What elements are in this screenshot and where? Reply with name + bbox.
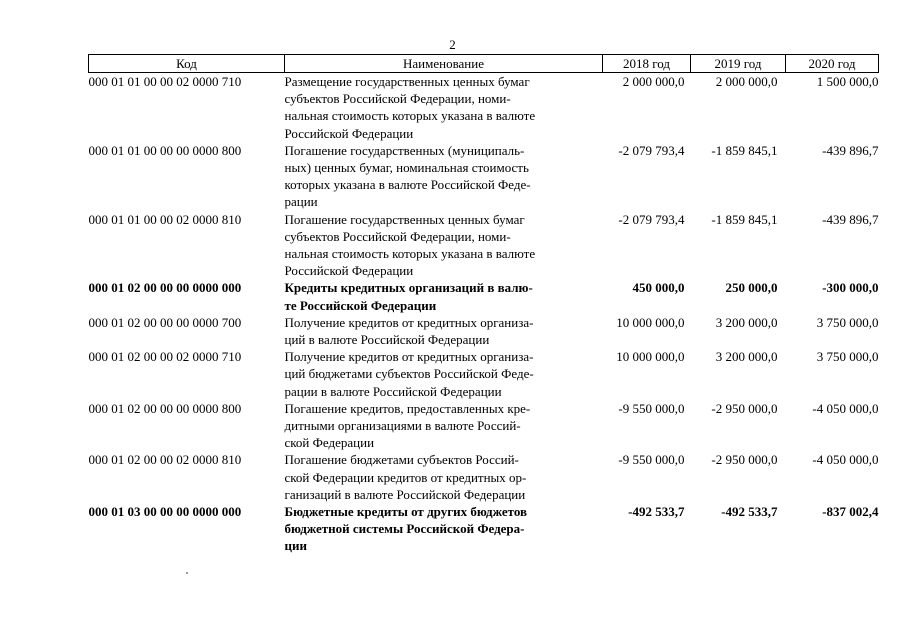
row-name-line: которых указана в валюте Российской Феде- xyxy=(284,177,531,193)
value-2018: 10 000 000,0 xyxy=(616,314,685,330)
value-2019: -1 859 845,1 xyxy=(711,211,778,227)
row-name-line: Получение кредитов от кредитных организа- xyxy=(284,349,534,365)
value-2020: -4 050 000,0 xyxy=(812,452,879,468)
column-header-name: Наименование xyxy=(285,55,603,73)
row-name-line: Погашение государственных ценных бумаг xyxy=(284,211,525,227)
row-name-line: субъектов Российской Федерации, номи- xyxy=(284,91,511,107)
row-name-line: бюджетной системы Российской Федера- xyxy=(284,521,525,537)
row-code: 000 01 02 00 00 00 0000 800 xyxy=(88,400,242,416)
table-row xyxy=(89,211,879,280)
column-header-2018: 2018 год xyxy=(603,55,691,73)
value-2020: -837 002,4 xyxy=(822,504,879,520)
table-header-row xyxy=(89,55,879,73)
table-row xyxy=(89,348,879,400)
row-name xyxy=(285,73,603,142)
value-2020: 3 750 000,0 xyxy=(816,349,879,365)
row-name-line: Размещение государственных ценных бумаг xyxy=(284,74,530,89)
value-2019: 2 000 000,0 xyxy=(715,74,778,89)
row-name-line: субъектов Российской Федерации, номи- xyxy=(284,228,511,244)
row-code: 000 01 02 00 00 02 0000 710 xyxy=(88,349,242,365)
value-2020: -4 050 000,0 xyxy=(812,400,879,416)
row-name xyxy=(285,314,603,348)
row-name-line: Погашение бюджетами субъектов Россий- xyxy=(284,452,519,468)
value-2020: 1 500 000,0 xyxy=(816,74,879,89)
row-name-line: рации xyxy=(284,194,318,210)
value-2018: -2 079 793,4 xyxy=(618,211,685,227)
row-name-line: Российской Федерации xyxy=(284,125,414,141)
value-2019: 3 200 000,0 xyxy=(715,314,778,330)
row-code: 000 01 01 00 00 00 0000 800 xyxy=(88,142,242,158)
row-name-line: ций бюджетами субъектов Российской Феде- xyxy=(284,366,534,382)
row-name-line: те Российской Федерации xyxy=(284,297,437,313)
row-name-line: Погашение государственных (муниципаль- xyxy=(284,142,525,158)
page-number: 2 xyxy=(449,37,456,52)
value-2018: 10 000 000,0 xyxy=(616,349,685,365)
row-name-line: Кредиты кредитных организаций в валю- xyxy=(284,280,533,296)
row-name-line: ных) ценных бумаг, номинальная стоимость xyxy=(284,160,529,176)
table-row xyxy=(89,400,879,452)
value-2018: -492 533,7 xyxy=(628,504,685,520)
column-header-code: Код xyxy=(89,55,285,73)
value-2020: 3 750 000,0 xyxy=(816,314,879,330)
table-row xyxy=(89,142,879,211)
row-name xyxy=(285,503,603,555)
row-name-line: рации в валюте Российской Федерации xyxy=(284,383,502,399)
row-name xyxy=(285,211,603,280)
row-name-line: ской Федерации кредитов от кредитных ор- xyxy=(284,469,527,485)
value-2020: -439 896,7 xyxy=(822,142,879,158)
row-name-line: Получение кредитов от кредитных организа- xyxy=(284,314,534,330)
row-name xyxy=(285,451,603,503)
row-name xyxy=(285,400,603,452)
row-code: 000 01 03 00 00 00 0000 000 xyxy=(88,504,242,520)
table-row xyxy=(89,451,879,503)
row-code: 000 01 01 00 00 02 0000 810 xyxy=(88,211,242,227)
table-row xyxy=(89,503,879,555)
table-row xyxy=(89,279,879,313)
value-2019: 250 000,0 xyxy=(725,280,778,296)
value-2019: 3 200 000,0 xyxy=(715,349,778,365)
row-name xyxy=(285,348,603,400)
value-2018: 450 000,0 xyxy=(632,280,685,296)
value-2019: -2 950 000,0 xyxy=(711,452,778,468)
row-name-line: нальная стоимость которых указана в валюте xyxy=(284,108,536,124)
value-2019: -2 950 000,0 xyxy=(711,400,778,416)
row-name-line: нальная стоимость которых указана в валюте xyxy=(284,246,536,262)
value-2018: -2 079 793,4 xyxy=(618,142,685,158)
row-name-line: ций в валюте Российской Федерации xyxy=(284,332,490,348)
row-code: 000 01 02 00 00 00 0000 000 xyxy=(88,280,242,296)
value-2018: -9 550 000,0 xyxy=(618,400,685,416)
row-name-line: ции xyxy=(284,538,307,554)
row-name-line: дитными организациями в валюте Россий- xyxy=(284,418,521,434)
row-name-line: Бюджетные кредиты от других бюджетов xyxy=(284,504,528,520)
value-2018: 2 000 000,0 xyxy=(622,74,685,89)
budget-sources-table xyxy=(88,54,879,555)
row-name-line: Российской Федерации xyxy=(284,263,414,279)
row-name-line: Погашение кредитов, предоставленных кре- xyxy=(284,400,531,416)
row-code: 000 01 01 00 00 02 0000 710 xyxy=(88,74,242,89)
row-code: 000 01 02 00 00 00 0000 700 xyxy=(88,314,242,330)
value-2019: -492 533,7 xyxy=(721,504,778,520)
row-code: 000 01 02 00 00 02 0000 810 xyxy=(88,452,242,468)
column-header-2020: 2020 год xyxy=(786,55,879,73)
value-2020: -300 000,0 xyxy=(822,280,879,296)
table-row xyxy=(89,73,879,142)
scan-speck xyxy=(186,572,188,574)
value-2018: -9 550 000,0 xyxy=(618,452,685,468)
table-row xyxy=(89,314,879,348)
row-name xyxy=(285,279,603,313)
row-name-line: ской Федерации xyxy=(284,435,375,451)
value-2020: -439 896,7 xyxy=(822,211,879,227)
row-name xyxy=(285,142,603,211)
row-name-line: ганизаций в валюте Российской Федерации xyxy=(284,486,526,502)
column-header-2019: 2019 год xyxy=(691,55,786,73)
value-2019: -1 859 845,1 xyxy=(711,142,778,158)
table-body xyxy=(89,73,879,555)
